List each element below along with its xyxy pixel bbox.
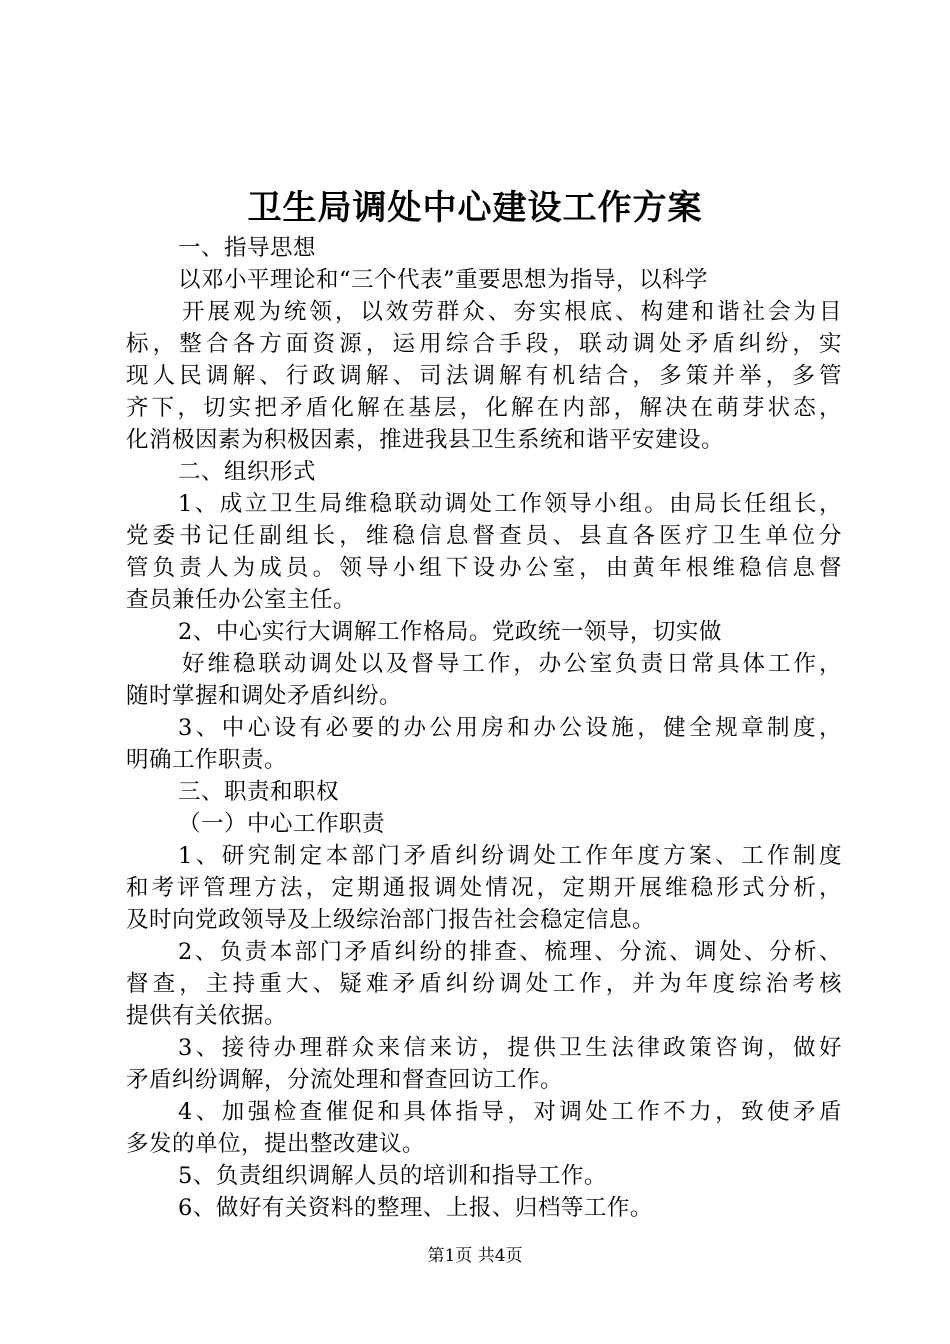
section-heading: 三、职责和职权 [178, 779, 340, 805]
paragraph-line: 3、接待办理群众来信来访，提供卫生法律政策咨询，做好 [178, 1035, 842, 1061]
paragraph-line: 管负责人为成员。领导小组下设办公室，由黄年根维稳信息督 [126, 555, 842, 581]
page-number: 第1页 共4页 [427, 1246, 523, 1266]
section-heading: 二、组织形式 [178, 459, 317, 485]
paragraph-line: 矛盾纠纷调解，分流处理和督查回访工作。 [126, 1067, 564, 1093]
paragraph-line: 1、研究制定本部门矛盾纠纷调处工作年度方案、工作制度 [178, 843, 842, 869]
paragraph-line: 好维稳联动调处以及督导工作，办公室负责日常具体工作， [182, 651, 842, 677]
section-heading: 一、指导思想 [178, 235, 317, 261]
paragraph-line: 以邓小平理论和“三个代表”重要思想为指导，以科学 [178, 267, 709, 293]
paragraph-line: 明确工作职责。 [126, 747, 288, 773]
paragraph-line: 齐下，切实把矛盾化解在基层，化解在内部，解决在萌芽状态， [126, 395, 842, 421]
paragraph-line: 1、成立卫生局维稳联动调处工作领导小组。由局长任组长， [178, 491, 842, 517]
subsection-heading: （一）中心工作职责 [178, 811, 386, 837]
document-body [126, 232, 842, 1224]
paragraph-line: 2、中心实行大调解工作格局。党政统一领导，切实做 [178, 619, 722, 645]
paragraph-line: 查员兼任办公室主任。 [126, 587, 357, 613]
paragraph-line: 2、负责本部门矛盾纠纷的排查、梳理、分流、调处、分析、 [178, 939, 842, 965]
paragraph-line: 5、负责组织调解人员的培训和指导工作。 [178, 1163, 607, 1189]
paragraph-line: 标，整合各方面资源，运用综合手段，联动调处矛盾纠纷，实 [126, 331, 842, 357]
paragraph-line: 和考评管理方法，定期通报调处情况，定期开展维稳形式分析， [126, 875, 842, 901]
document-title: 卫生局调处中心建设工作方案 [247, 188, 703, 228]
paragraph-line: 现人民调解、行政调解、司法调解有机结合，多策并举，多管 [126, 363, 842, 389]
paragraph-line: 多发的单位，提出整改建议。 [126, 1131, 426, 1157]
paragraph-line: 党委书记任副组长，维稳信息督查员、县直各医疗卫生单位分 [126, 523, 842, 549]
paragraph-line: 6、做好有关资料的整理、上报、归档等工作。 [178, 1195, 653, 1221]
paragraph-line: 3、中心设有必要的办公用房和办公设施，健全规章制度， [178, 715, 842, 741]
paragraph-line: 随时掌握和调处矛盾纠纷。 [126, 683, 403, 709]
paragraph-line: 督查，主持重大、疑难矛盾纠纷调处工作，并为年度综治考核 [126, 971, 842, 997]
paragraph-line: 开展观为统领，以效劳群众、夯实根底、构建和谐社会为目 [182, 299, 842, 325]
paragraph-line: 提供有关依据。 [126, 1003, 288, 1029]
paragraph-line: 4、加强检查催促和具体指导，对调处工作不力，致使矛盾 [178, 1099, 842, 1125]
paragraph-line: 及时向党政领导及上级综治部门报告社会稳定信息。 [126, 907, 656, 933]
paragraph-line: 化消极因素为积极因素，推进我县卫生系统和谐平安建设。 [126, 427, 725, 453]
